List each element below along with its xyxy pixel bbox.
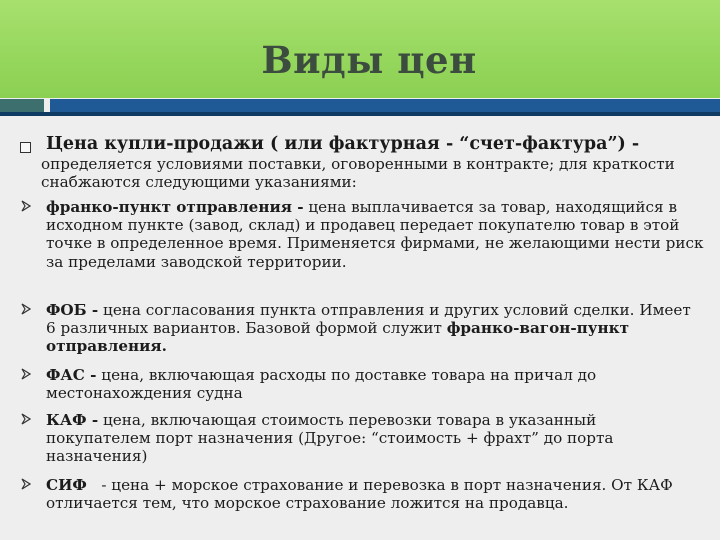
item-term: КАФ -: [46, 411, 99, 429]
list-item: [46, 366, 704, 402]
item-text: определяется условиями поставки, оговоренными в контракте; для краткости снабжаются следующими указаниями:: [41, 155, 675, 192]
item-term: ФАС -: [46, 366, 97, 384]
slide-title: Виды цен: [261, 38, 477, 82]
item-term: франко-пункт отправления -: [46, 198, 304, 216]
item-text: цена, включающая стоимость перевозки товара в указанный покупателем порт назначения (Другое: “стоимость + фрахт” до порта назначения): [46, 411, 614, 466]
checkbox-icon: [20, 142, 31, 153]
list-item: [46, 301, 704, 356]
list-item: [46, 476, 704, 512]
accent-band-left: [0, 99, 44, 112]
list-item: [41, 134, 704, 192]
bullet-list: [0, 128, 720, 528]
item-term: СИФ: [46, 476, 87, 494]
item-text: цена выплачивается за товар, находящийся в исходном пункте (завод, склад) и продавец передает покупателю товар в этой точке в определенное время. Применяется фирмами, не желающими нести риск за пределами заводской территории.: [46, 198, 704, 271]
item-term: ФОБ -: [46, 301, 99, 319]
item-text: цена, включающая расходы по доставке товара на причал до местонахождения судна: [46, 366, 597, 403]
arrow-icon: [21, 412, 35, 430]
accent-band-right: [50, 99, 720, 112]
item-heading: Цена купли-продажи ( или фактурная - “счет-фактура”) -: [46, 134, 640, 154]
item-text: - цена + морское страхование и перевозка в порт назначения. От КАФ отличается тем, что морское страхование ложится на продавца.: [46, 476, 678, 513]
arrow-icon: [21, 477, 35, 495]
list-item: [46, 198, 704, 271]
accent-underline: [0, 112, 720, 116]
arrow-icon: [21, 199, 35, 217]
arrow-icon: [21, 302, 35, 320]
arrow-icon: [21, 367, 35, 385]
item-term-tail: франко-вагон-пункт отправления.: [46, 319, 629, 356]
list-item: [46, 411, 704, 466]
title-bar: [0, 0, 720, 98]
item-text: цена согласования пункта отправления и других условий сделки. Имеет 6 различных вариантов. Базовой формой служит: [46, 301, 691, 338]
